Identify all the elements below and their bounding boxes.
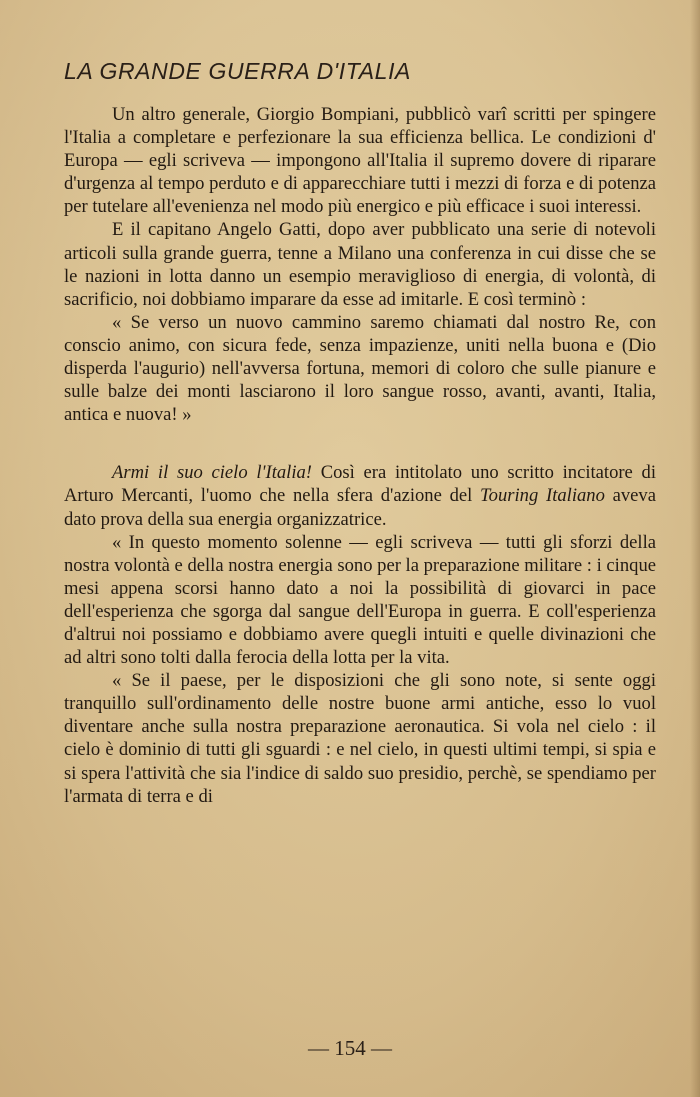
page-number: — 154 — bbox=[308, 1036, 392, 1060]
italic-text: Armi il suo cielo l'Italia! bbox=[112, 462, 312, 484]
paragraph-text: aveva dato prova della sua energia organizzatrice. bbox=[64, 485, 656, 530]
paragraph-text: « In questo momento solenne — egli scriveva — tutti gli sforzi della nostra volontà e della nostra energia sono per la preparazione militare : i cinque mesi appena scorsi hanno dato a noi la possibilità di giovarci in pace dell'esperienza che sgorga dal sangue dell'Europa in guerra. E coll'esperienza d'altrui noi possiamo e dobbiamo avere quegli intuiti e quelle divinazioni che ad altri sono tolti dalla ferocia della lotta per la vita. bbox=[64, 531, 656, 669]
paragraph-text: Un altro generale, Giorgio Bompiani, pubblicò varî scritti per spingere l'Italia a completare e perfezionare la sua efficienza bellica. Le condizioni d' Europa — egli scriveva — impongono all'Italia il supremo dovere di riparare d'urgenza al tempo perduto e di apparecchiare tutti i mezzi di forza e di potenza per tutelare all'evenienza nel modo più energico e più efficace i suoi interessi. bbox=[64, 104, 656, 218]
paragraph-text: E il capitano Angelo Gatti, dopo aver pubblicato una serie di notevoli articoli sulla grande guerra, tenne a Milano una conferenza in cui disse che se le nazioni in lotta danno un esempio meraviglioso di energia, di volontà, di sacrificio, noi dobbiamo imparare da esse ad imitarle. E così terminò : bbox=[64, 219, 656, 310]
paragraph-text: « Se il paese, per le disposizioni che gli sono note, si sente oggi tranquillo sull'ordinamento delle nostre buone armi antiche, esso lo vuol diventare anche sulla nostra preparazione aeronautica. Si vola nel cielo : il cielo è dominio di tutti gli sguardi : e nel cielo, in questi ultimi tempi, si spia e si spera l'attività che sia l'indice di saldo suo presidio, perchè, se spendiamo per l'armata di terra e di bbox=[64, 670, 656, 807]
paragraph bbox=[64, 461, 656, 530]
paragraph bbox=[64, 218, 656, 310]
paragraph-text: Così era intitolato uno scritto incitatore di Arturo Mercanti, l'uomo che nella sfera d'azione del bbox=[64, 462, 656, 507]
italic-text: Touring Italiano bbox=[480, 485, 605, 507]
paragraph bbox=[64, 311, 656, 426]
paragraph-text: « Se verso un nuovo cammino saremo chiamati dal nostro Re, con conscio animo, con sicura fede, senza impazienze, uniti nella buona e (Dio disperda l'augurio) nell'avversa fortuna, memori di coloro che sulle pianure e sulle balze dei monti lasciarono il loro sangue rosso, avanti, avanti, Italia, antica e nuova! » bbox=[64, 311, 656, 426]
paragraph bbox=[64, 103, 656, 218]
running-head: LA GRANDE GUERRA D'ITALIA bbox=[64, 58, 411, 84]
paragraph bbox=[64, 669, 656, 808]
page-body bbox=[64, 103, 656, 808]
paragraph bbox=[64, 531, 656, 670]
